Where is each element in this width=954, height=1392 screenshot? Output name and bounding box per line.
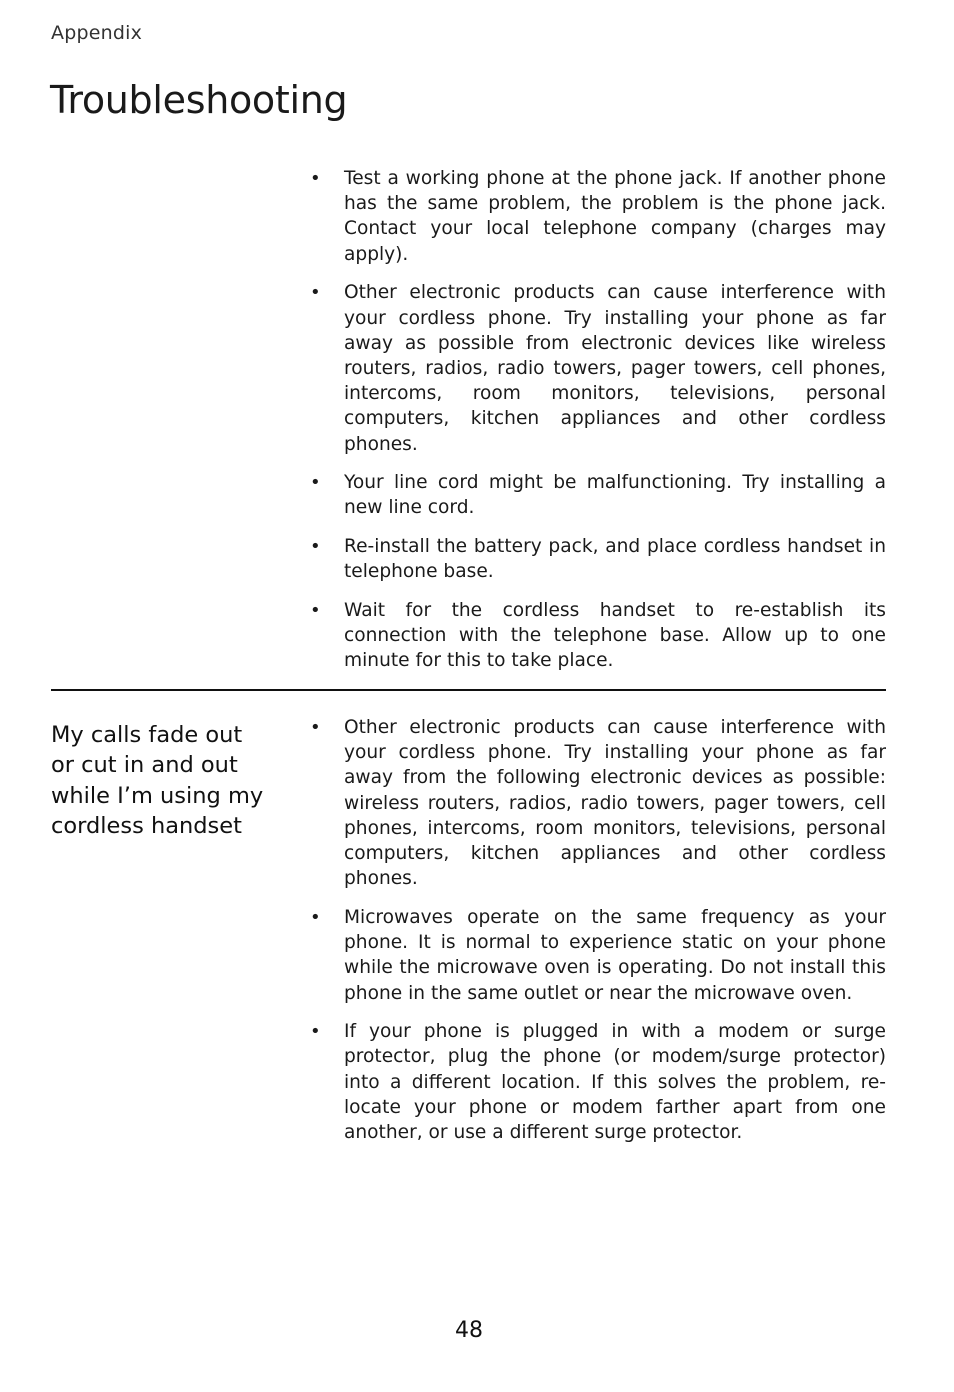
solution-list (310, 715, 886, 1159)
list-item-text: Your line cord might be malfunctioning. Try installing a new line cord. (344, 472, 886, 519)
bullet-icon: • (310, 536, 321, 558)
list-item-text: Other electronic products can cause interference with your cordless phone. Try installing your phone as far away from the following electronic devices as possible: wireless routers, radios, radio towers, pager towers, cell phones, intercoms, room monitors, televisions, personal computers, kitchen appliances and other cordless phones. (344, 717, 886, 890)
bullet-icon: • (310, 1021, 321, 1043)
list-item (310, 715, 886, 891)
bullet-icon: • (310, 282, 321, 304)
page-title: Troubleshooting (50, 78, 348, 122)
list-item (310, 1019, 886, 1145)
bullet-icon: • (310, 717, 321, 738)
list-item (310, 280, 886, 456)
list-item-text: Re-install the battery pack, and place cordless handset in telephone base. (344, 536, 886, 583)
list-item-text: Other electronic products can cause interference with your cordless phone. Try installing your phone as far away as possible from electronic devices like wireless routers, radios, radio towers, pager towers, cell phones, intercoms, room monitors, televisions, personal computers, kitchen appliances and other cordless phones. (344, 282, 886, 455)
list-item-text: Microwaves operate on the same frequency as your phone. It is normal to experience static on your phone while the microwave oven is operating. Do not install this phone in the same outlet or near the microwave oven. (344, 906, 886, 1004)
problem-heading: My calls fade out or cut in and out while I’m using my cordless handset (51, 722, 264, 839)
list-item-text: Wait for the cordless handset to re-establish its connection with the telephone base. Allow up to one minute for this to take place. (344, 600, 886, 672)
list-item (310, 166, 886, 267)
list-item-text: Test a working phone at the phone jack. If another phone has the same problem, the problem is the phone jack. Contact your local telephone company (charges may apply). (344, 168, 886, 265)
bullet-icon: • (310, 472, 321, 494)
page-number: 48 (455, 1318, 483, 1343)
list-item (310, 598, 886, 674)
section-label: Appendix (51, 22, 143, 44)
bullet-icon: • (310, 600, 321, 622)
bullet-icon: • (310, 906, 321, 928)
bullet-icon: • (310, 168, 321, 189)
list-item-text: If your phone is plugged in with a modem or surge protector, plug the phone (or modem/surge protector) into a different location. If this solves the problem, re-locate your phone or modem farther apart from one another, or use a different surge protector. (344, 1021, 886, 1144)
solution-list-continued (310, 166, 886, 687)
list-item (310, 470, 886, 520)
section-divider (51, 689, 886, 691)
list-item (310, 534, 886, 584)
list-item (310, 905, 886, 1006)
